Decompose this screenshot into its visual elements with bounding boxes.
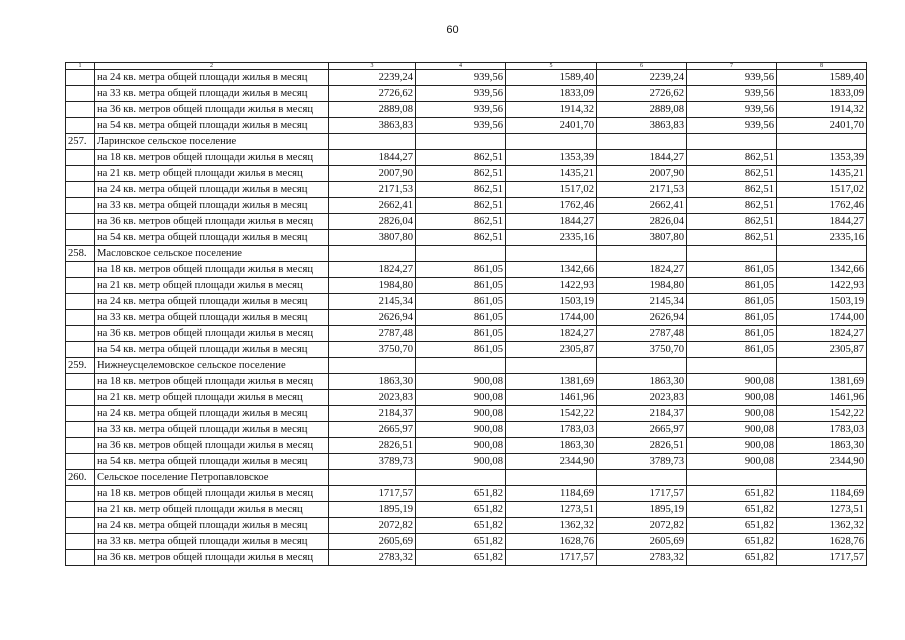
- column-number: 2: [95, 63, 329, 70]
- row-description: на 21 кв. метр общей площади жилья в месяц: [95, 278, 329, 294]
- empty-cell: [777, 246, 867, 262]
- empty-cell: [777, 358, 867, 374]
- value-cell: 2889,08: [329, 102, 416, 118]
- empty-cell: [597, 358, 687, 374]
- column-number: 3: [329, 63, 416, 70]
- row-description: на 33 кв. метра общей площади жилья в месяц: [95, 86, 329, 102]
- value-cell: 2626,94: [597, 310, 687, 326]
- table-row: [66, 342, 867, 358]
- table-row: [66, 278, 867, 294]
- value-cell: 861,05: [416, 310, 506, 326]
- value-cell: 1503,19: [777, 294, 867, 310]
- value-cell: 861,05: [687, 278, 777, 294]
- empty-cell: [597, 470, 687, 486]
- value-cell: 2072,82: [329, 518, 416, 534]
- row-number-cell: [66, 214, 95, 230]
- value-cell: 1422,93: [777, 278, 867, 294]
- row-description: на 36 кв. метров общей площади жилья в месяц: [95, 438, 329, 454]
- value-cell: 939,56: [416, 102, 506, 118]
- table-row: [66, 214, 867, 230]
- value-cell: 1863,30: [597, 374, 687, 390]
- row-description: на 36 кв. метров общей площади жилья в месяц: [95, 550, 329, 566]
- value-cell: 1503,19: [506, 294, 597, 310]
- value-cell: 1824,27: [777, 326, 867, 342]
- value-cell: 862,51: [416, 214, 506, 230]
- value-cell: 2787,48: [329, 326, 416, 342]
- value-cell: 861,05: [416, 278, 506, 294]
- row-description: на 24 кв. метра общей площади жилья в месяц: [95, 518, 329, 534]
- section-title: Масловское сельское поселение: [95, 246, 329, 262]
- section-row: [66, 246, 867, 262]
- value-cell: 939,56: [687, 70, 777, 86]
- value-cell: 1844,27: [506, 214, 597, 230]
- table-row: [66, 518, 867, 534]
- value-cell: 2662,41: [329, 198, 416, 214]
- value-cell: 939,56: [687, 118, 777, 134]
- value-cell: 861,05: [416, 262, 506, 278]
- value-cell: 1628,76: [506, 534, 597, 550]
- value-cell: 939,56: [416, 118, 506, 134]
- value-cell: 1381,69: [777, 374, 867, 390]
- value-cell: 900,08: [687, 438, 777, 454]
- value-cell: 900,08: [416, 374, 506, 390]
- value-cell: 1422,93: [506, 278, 597, 294]
- value-cell: 2605,69: [329, 534, 416, 550]
- value-cell: 1184,69: [506, 486, 597, 502]
- value-cell: 862,51: [687, 182, 777, 198]
- value-cell: 1863,30: [506, 438, 597, 454]
- value-cell: 861,05: [687, 342, 777, 358]
- value-cell: 900,08: [416, 422, 506, 438]
- value-cell: 1517,02: [506, 182, 597, 198]
- row-number-cell: [66, 86, 95, 102]
- value-cell: 900,08: [687, 406, 777, 422]
- value-cell: 862,51: [416, 166, 506, 182]
- table-row: [66, 86, 867, 102]
- value-cell: 2239,24: [329, 70, 416, 86]
- section-row: [66, 358, 867, 374]
- table-row: [66, 390, 867, 406]
- row-description: на 18 кв. метров общей площади жилья в месяц: [95, 262, 329, 278]
- row-description: на 18 кв. метров общей площади жилья в месяц: [95, 486, 329, 502]
- empty-cell: [506, 134, 597, 150]
- value-cell: 1184,69: [777, 486, 867, 502]
- tariff-table: [65, 62, 867, 566]
- value-cell: 862,51: [687, 214, 777, 230]
- row-number-cell: [66, 438, 95, 454]
- value-cell: 651,82: [687, 486, 777, 502]
- value-cell: 2305,87: [506, 342, 597, 358]
- value-cell: 2783,32: [597, 550, 687, 566]
- empty-cell: [687, 470, 777, 486]
- row-number-cell: [66, 534, 95, 550]
- value-cell: 1628,76: [777, 534, 867, 550]
- empty-cell: [597, 246, 687, 262]
- value-cell: 900,08: [687, 422, 777, 438]
- section-row: [66, 470, 867, 486]
- value-cell: 1744,00: [506, 310, 597, 326]
- value-cell: 1273,51: [777, 502, 867, 518]
- value-cell: 2783,32: [329, 550, 416, 566]
- row-number-cell: [66, 262, 95, 278]
- value-cell: 1984,80: [329, 278, 416, 294]
- row-description: на 18 кв. метров общей площади жилья в месяц: [95, 150, 329, 166]
- row-number-cell: [66, 118, 95, 134]
- value-cell: 861,05: [687, 326, 777, 342]
- value-cell: 1589,40: [777, 70, 867, 86]
- empty-cell: [329, 470, 416, 486]
- value-cell: 3750,70: [597, 342, 687, 358]
- table-row: [66, 438, 867, 454]
- value-cell: 1895,19: [329, 502, 416, 518]
- value-cell: 1461,96: [777, 390, 867, 406]
- empty-cell: [687, 134, 777, 150]
- value-cell: 1863,30: [329, 374, 416, 390]
- value-cell: 1863,30: [777, 438, 867, 454]
- table-row: [66, 486, 867, 502]
- table-row: [66, 310, 867, 326]
- value-cell: 2335,16: [777, 230, 867, 246]
- value-cell: 2145,34: [597, 294, 687, 310]
- section-title: Ларинское сельское поселение: [95, 134, 329, 150]
- value-cell: 2184,37: [597, 406, 687, 422]
- value-cell: 1362,32: [777, 518, 867, 534]
- value-cell: 651,82: [687, 518, 777, 534]
- value-cell: 1895,19: [597, 502, 687, 518]
- value-cell: 1517,02: [777, 182, 867, 198]
- row-number-cell: [66, 342, 95, 358]
- value-cell: 1461,96: [506, 390, 597, 406]
- value-cell: 2023,83: [329, 390, 416, 406]
- row-description: на 36 кв. метров общей площади жилья в месяц: [95, 102, 329, 118]
- row-number-cell: [66, 70, 95, 86]
- value-cell: 861,05: [687, 310, 777, 326]
- row-description: на 36 кв. метров общей площади жилья в месяц: [95, 214, 329, 230]
- table-row: [66, 326, 867, 342]
- table-row: [66, 70, 867, 86]
- row-number-cell: [66, 550, 95, 566]
- row-description: на 54 кв. метра общей площади жилья в месяц: [95, 454, 329, 470]
- value-cell: 939,56: [687, 102, 777, 118]
- table-row: [66, 534, 867, 550]
- value-cell: 2007,90: [597, 166, 687, 182]
- value-cell: 1381,69: [506, 374, 597, 390]
- value-cell: 862,51: [687, 150, 777, 166]
- table-row: [66, 374, 867, 390]
- row-number-cell: [66, 230, 95, 246]
- value-cell: 1342,66: [506, 262, 597, 278]
- value-cell: 2626,94: [329, 310, 416, 326]
- value-cell: 1342,66: [777, 262, 867, 278]
- value-cell: 1833,09: [777, 86, 867, 102]
- table-row: [66, 406, 867, 422]
- value-cell: 2665,97: [597, 422, 687, 438]
- value-cell: 2665,97: [329, 422, 416, 438]
- value-cell: 651,82: [416, 550, 506, 566]
- value-cell: 1542,22: [777, 406, 867, 422]
- value-cell: 651,82: [687, 550, 777, 566]
- value-cell: 651,82: [687, 502, 777, 518]
- value-cell: 2072,82: [597, 518, 687, 534]
- value-cell: 3807,80: [597, 230, 687, 246]
- value-cell: 1833,09: [506, 86, 597, 102]
- table-row: [66, 422, 867, 438]
- value-cell: 900,08: [416, 390, 506, 406]
- value-cell: 2007,90: [329, 166, 416, 182]
- row-number-cell: [66, 454, 95, 470]
- value-cell: 2826,04: [597, 214, 687, 230]
- row-description: на 24 кв. метра общей площади жилья в месяц: [95, 182, 329, 198]
- value-cell: 900,08: [416, 438, 506, 454]
- table-row: [66, 166, 867, 182]
- value-cell: 1824,27: [597, 262, 687, 278]
- row-number-cell: [66, 518, 95, 534]
- empty-cell: [687, 358, 777, 374]
- value-cell: 1717,57: [329, 486, 416, 502]
- column-number: 4: [416, 63, 506, 70]
- value-cell: 3807,80: [329, 230, 416, 246]
- value-cell: 861,05: [687, 294, 777, 310]
- row-number-cell: [66, 502, 95, 518]
- value-cell: 861,05: [416, 294, 506, 310]
- value-cell: 2662,41: [597, 198, 687, 214]
- value-cell: 862,51: [687, 198, 777, 214]
- value-cell: 939,56: [416, 86, 506, 102]
- value-cell: 1717,57: [597, 486, 687, 502]
- table-row: [66, 102, 867, 118]
- value-cell: 1362,32: [506, 518, 597, 534]
- value-cell: 3863,83: [597, 118, 687, 134]
- value-cell: 651,82: [416, 502, 506, 518]
- empty-cell: [416, 470, 506, 486]
- value-cell: 1762,46: [777, 198, 867, 214]
- table-row: [66, 118, 867, 134]
- section-number: 258.: [66, 246, 95, 262]
- empty-cell: [329, 358, 416, 374]
- value-cell: 2826,51: [329, 438, 416, 454]
- column-number-row: [66, 63, 867, 70]
- value-cell: 3789,73: [329, 454, 416, 470]
- value-cell: 1762,46: [506, 198, 597, 214]
- value-cell: 900,08: [687, 374, 777, 390]
- row-number-cell: [66, 182, 95, 198]
- value-cell: 861,05: [687, 262, 777, 278]
- section-number: 257.: [66, 134, 95, 150]
- value-cell: 1353,39: [777, 150, 867, 166]
- column-number: 8: [777, 63, 867, 70]
- value-cell: 862,51: [416, 182, 506, 198]
- empty-cell: [687, 246, 777, 262]
- value-cell: 2401,70: [777, 118, 867, 134]
- value-cell: 1914,32: [506, 102, 597, 118]
- value-cell: 2239,24: [597, 70, 687, 86]
- row-description: на 21 кв. метр общей площади жилья в месяц: [95, 166, 329, 182]
- value-cell: 2889,08: [597, 102, 687, 118]
- value-cell: 2826,04: [329, 214, 416, 230]
- value-cell: 1353,39: [506, 150, 597, 166]
- value-cell: 2305,87: [777, 342, 867, 358]
- row-description: на 24 кв. метра общей площади жилья в месяц: [95, 70, 329, 86]
- row-number-cell: [66, 310, 95, 326]
- section-title: Сельское поселение Петропавловское: [95, 470, 329, 486]
- row-description: на 36 кв. метров общей площади жилья в месяц: [95, 326, 329, 342]
- table-row: [66, 454, 867, 470]
- value-cell: 2335,16: [506, 230, 597, 246]
- value-cell: 2023,83: [597, 390, 687, 406]
- value-cell: 862,51: [416, 230, 506, 246]
- value-cell: 900,08: [416, 454, 506, 470]
- value-cell: 1783,03: [506, 422, 597, 438]
- row-description: на 33 кв. метра общей площади жилья в месяц: [95, 422, 329, 438]
- value-cell: 3789,73: [597, 454, 687, 470]
- value-cell: 1984,80: [597, 278, 687, 294]
- row-description: на 24 кв. метра общей площади жилья в месяц: [95, 406, 329, 422]
- table-row: [66, 230, 867, 246]
- value-cell: 1824,27: [329, 262, 416, 278]
- value-cell: 2171,53: [329, 182, 416, 198]
- section-number: 259.: [66, 358, 95, 374]
- value-cell: 861,05: [416, 342, 506, 358]
- empty-cell: [506, 470, 597, 486]
- empty-cell: [777, 470, 867, 486]
- row-number-cell: [66, 390, 95, 406]
- row-description: на 54 кв. метра общей площади жилья в месяц: [95, 230, 329, 246]
- value-cell: 1435,21: [777, 166, 867, 182]
- value-cell: 2726,62: [597, 86, 687, 102]
- column-number: 6: [597, 63, 687, 70]
- column-number: 7: [687, 63, 777, 70]
- row-number-cell: [66, 166, 95, 182]
- row-number-cell: [66, 422, 95, 438]
- empty-cell: [506, 246, 597, 262]
- section-number: 260.: [66, 470, 95, 486]
- empty-cell: [597, 134, 687, 150]
- value-cell: 861,05: [416, 326, 506, 342]
- value-cell: 2344,90: [506, 454, 597, 470]
- empty-cell: [777, 134, 867, 150]
- value-cell: 2184,37: [329, 406, 416, 422]
- value-cell: 939,56: [416, 70, 506, 86]
- column-number: 5: [506, 63, 597, 70]
- row-number-cell: [66, 278, 95, 294]
- value-cell: 862,51: [416, 198, 506, 214]
- row-description: на 54 кв. метра общей площади жилья в месяц: [95, 118, 329, 134]
- column-number: 1: [66, 63, 95, 70]
- table-row: [66, 502, 867, 518]
- empty-cell: [416, 246, 506, 262]
- row-description: на 21 кв. метр общей площади жилья в месяц: [95, 502, 329, 518]
- value-cell: 1273,51: [506, 502, 597, 518]
- table-row: [66, 150, 867, 166]
- value-cell: 1844,27: [777, 214, 867, 230]
- value-cell: 862,51: [416, 150, 506, 166]
- value-cell: 900,08: [416, 406, 506, 422]
- value-cell: 3863,83: [329, 118, 416, 134]
- empty-cell: [416, 134, 506, 150]
- table-row: [66, 550, 867, 566]
- value-cell: 2787,48: [597, 326, 687, 342]
- row-number-cell: [66, 406, 95, 422]
- value-cell: 651,82: [416, 518, 506, 534]
- value-cell: 1589,40: [506, 70, 597, 86]
- row-description: на 18 кв. метров общей площади жилья в месяц: [95, 374, 329, 390]
- value-cell: 2605,69: [597, 534, 687, 550]
- value-cell: 1783,03: [777, 422, 867, 438]
- value-cell: 1844,27: [329, 150, 416, 166]
- table-row: [66, 294, 867, 310]
- table-row: [66, 262, 867, 278]
- row-description: на 24 кв. метра общей площади жилья в месяц: [95, 294, 329, 310]
- empty-cell: [416, 358, 506, 374]
- value-cell: 1914,32: [777, 102, 867, 118]
- value-cell: 1542,22: [506, 406, 597, 422]
- value-cell: 2145,34: [329, 294, 416, 310]
- table-body: [66, 63, 867, 566]
- row-number-cell: [66, 198, 95, 214]
- row-number-cell: [66, 326, 95, 342]
- value-cell: 1435,21: [506, 166, 597, 182]
- value-cell: 2726,62: [329, 86, 416, 102]
- row-number-cell: [66, 374, 95, 390]
- row-description: на 33 кв. метра общей площади жилья в месяц: [95, 310, 329, 326]
- row-number-cell: [66, 486, 95, 502]
- value-cell: 939,56: [687, 86, 777, 102]
- value-cell: 2344,90: [777, 454, 867, 470]
- table-row: [66, 198, 867, 214]
- section-title: Нижнеусцелемовское сельское поселение: [95, 358, 329, 374]
- value-cell: 1744,00: [777, 310, 867, 326]
- section-row: [66, 134, 867, 150]
- empty-cell: [506, 358, 597, 374]
- empty-cell: [329, 246, 416, 262]
- row-description: на 33 кв. метра общей площади жилья в месяц: [95, 534, 329, 550]
- value-cell: 2401,70: [506, 118, 597, 134]
- page-number: 60: [446, 24, 459, 36]
- table-row: [66, 182, 867, 198]
- value-cell: 2826,51: [597, 438, 687, 454]
- value-cell: 1717,57: [506, 550, 597, 566]
- value-cell: 651,82: [416, 534, 506, 550]
- row-number-cell: [66, 294, 95, 310]
- value-cell: 862,51: [687, 166, 777, 182]
- value-cell: 1717,57: [777, 550, 867, 566]
- value-cell: 651,82: [687, 534, 777, 550]
- value-cell: 1844,27: [597, 150, 687, 166]
- value-cell: 3750,70: [329, 342, 416, 358]
- value-cell: 651,82: [416, 486, 506, 502]
- value-cell: 862,51: [687, 230, 777, 246]
- row-description: на 21 кв. метр общей площади жилья в месяц: [95, 390, 329, 406]
- value-cell: 1824,27: [506, 326, 597, 342]
- value-cell: 2171,53: [597, 182, 687, 198]
- row-number-cell: [66, 102, 95, 118]
- empty-cell: [329, 134, 416, 150]
- row-description: на 54 кв. метра общей площади жилья в месяц: [95, 342, 329, 358]
- row-description: на 33 кв. метра общей площади жилья в месяц: [95, 198, 329, 214]
- row-number-cell: [66, 150, 95, 166]
- value-cell: 900,08: [687, 454, 777, 470]
- value-cell: 900,08: [687, 390, 777, 406]
